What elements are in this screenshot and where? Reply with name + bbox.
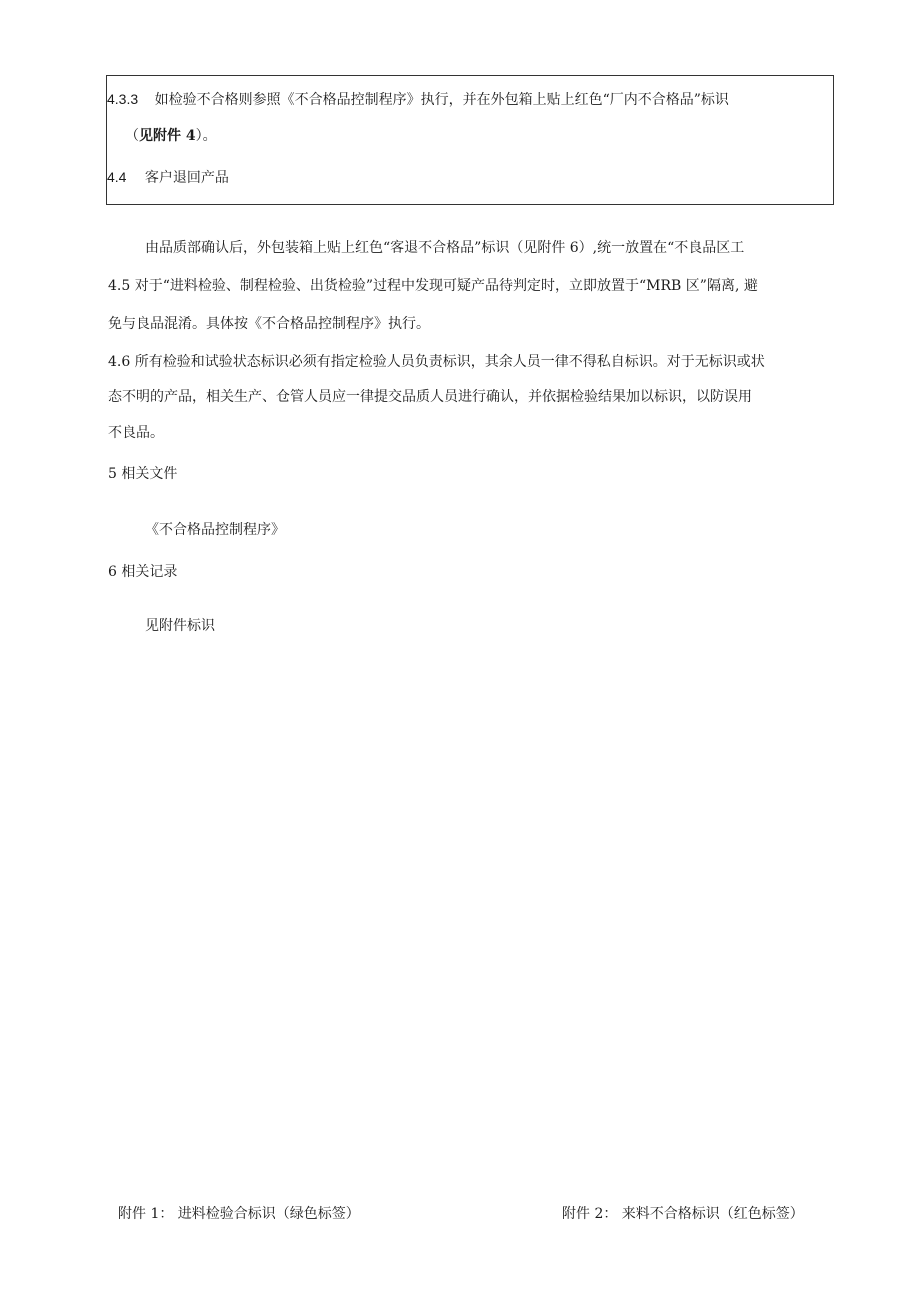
section-4-3-3-continuation: （见附件 4）。 bbox=[125, 128, 217, 144]
section-6-heading: 6 相关记录 bbox=[108, 564, 178, 580]
section-4-4 bbox=[107, 167, 229, 188]
related-record-item: 见附件标识 bbox=[145, 618, 215, 634]
section-number: 4.3.3 bbox=[107, 91, 139, 107]
section-text: 如检验不合格则参照《不合格品控制程序》执行，并在外包箱上贴上红色“厂内不合格品”标识 bbox=[154, 92, 729, 108]
section-4-3-3 bbox=[107, 89, 729, 110]
section-4-5-line-1: 4.5 对于“进料检验、制程检验、出货检验”过程中发现可疑产品待判定时，立即放置于“MRB 区”隔离, 避 bbox=[108, 278, 758, 294]
related-document-item: 《不合格品控制程序》 bbox=[145, 522, 285, 538]
section-4-6-line-3: 不良品。 bbox=[108, 425, 164, 441]
attachment-2-label: 附件 2： 来料不合格标识（红色标签） bbox=[562, 1206, 804, 1222]
section-4-6-line-1: 4.6 所有检验和试验状态标识必须有指定检验人员负责标识，其余人员一律不得私自标识。对于无标识或状 bbox=[108, 354, 765, 370]
paragraph-customer-return: 由品质部确认后，外包装箱上贴上红色“客退不合格品”标识（见附件 6）,统一放置在“不良品区工 bbox=[145, 240, 745, 256]
section-4-6-line-2: 态不明的产品，相关生产、仓管人员应一律提交品质人员进行确认，并依据检验结果加以标识，以防误用 bbox=[108, 389, 752, 405]
section-number: 4.4 bbox=[107, 169, 127, 185]
section-4-5-line-2: 免与良品混淆。具体按《不合格品控制程序》执行。 bbox=[108, 316, 430, 332]
section-text: 客户退回产品 bbox=[144, 170, 229, 186]
attachment-ref: 见附件 4 bbox=[139, 128, 196, 144]
section-5-heading: 5 相关文件 bbox=[108, 466, 178, 482]
bordered-section-box bbox=[106, 75, 834, 205]
attachment-1-label: 附件 1： 进料检验合标识（绿色标签） bbox=[118, 1206, 360, 1222]
